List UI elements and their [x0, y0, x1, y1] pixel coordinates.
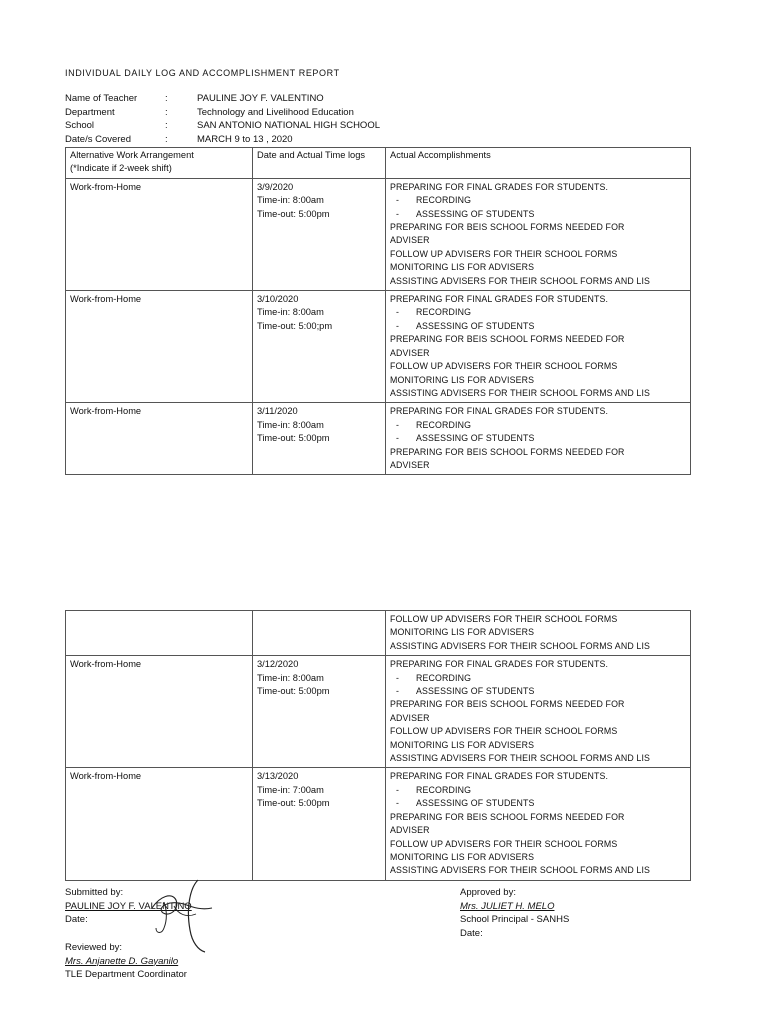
header-accomplishments: Actual Accomplishments — [386, 148, 691, 179]
accomplishment-line: MONITORING LIS FOR ADVISERS — [390, 739, 535, 750]
info-row — [65, 120, 380, 134]
date-text: 3/10/2020 — [257, 294, 299, 305]
accomplishment-subitem — [390, 784, 686, 797]
date-time-cell — [253, 178, 386, 290]
bullet-dash: - — [396, 686, 400, 697]
accomplishment-line: ASSISTING ADVISERS FOR THEIR SCHOOL FORMS AND LIS — [390, 640, 651, 651]
empty-cell — [253, 611, 386, 656]
date-text: 3/12/2020 — [257, 659, 299, 670]
time-out-text: Time-out: 5:00pm — [257, 208, 330, 219]
accomplishments-cell — [386, 403, 691, 475]
accomplishment-subitem-text: RECORDING — [416, 672, 472, 683]
info-label: Date/s Covered — [65, 133, 132, 145]
accomplishment-subitem-text: RECORDING — [416, 195, 472, 206]
accomplishment-line: MONITORING LIS FOR ADVISERS — [390, 262, 535, 273]
log-table-page1 — [65, 147, 691, 475]
accomplishment-line: ADVISER — [390, 235, 430, 246]
accomplishment-subitem — [390, 419, 686, 432]
arrangement-cell: Work-from-Home — [66, 656, 253, 768]
accomplishments-cell — [386, 178, 691, 290]
submitted-label: Submitted by: — [65, 887, 124, 898]
table-header-row — [66, 148, 691, 179]
submitted-date-label: Date: — [65, 914, 88, 926]
accomplishments-cell — [386, 768, 691, 880]
accomplishment-subitem-text: ASSESSING OF STUDENTS — [416, 798, 535, 809]
time-out-text: Time-out: 5:00pm — [257, 433, 330, 444]
info-colon: : — [165, 133, 168, 145]
arrangement-cell: Work-from-Home — [66, 403, 253, 475]
teacher-info — [65, 93, 380, 147]
arrangement-cell: Work-from-Home — [66, 768, 253, 880]
accomplishments-cell — [386, 656, 691, 768]
accomplishment-line: PREPARING FOR FINAL GRADES FOR STUDENTS. — [390, 406, 609, 417]
accomplishment-subitem — [390, 208, 686, 221]
accomplishment-subitem-text: ASSESSING OF STUDENTS — [416, 320, 535, 331]
log-table-page2 — [65, 610, 691, 881]
accomplishment-line: MONITORING LIS FOR ADVISERS — [390, 851, 535, 862]
accomplishment-line: ADVISER — [390, 347, 430, 358]
info-colon: : — [165, 106, 168, 118]
time-in-text: Time-in: 8:00am — [257, 419, 324, 430]
accomplishment-subitem-text: ASSESSING OF STUDENTS — [416, 208, 535, 219]
info-colon: : — [165, 93, 168, 104]
report-title: INDIVIDUAL DAILY LOG AND ACCOMPLISHMENT REPORT — [65, 68, 340, 78]
table-row — [66, 403, 691, 475]
accomplishment-subitem-text: ASSESSING OF STUDENTS — [416, 686, 535, 697]
header-arrangement — [66, 148, 253, 179]
table-row — [66, 768, 691, 880]
accomplishment-line: FOLLOW UP ADVISERS FOR THEIR SCHOOL FORMS — [390, 361, 618, 372]
date-time-cell — [253, 768, 386, 880]
arrangement-cell: Work-from-Home — [66, 291, 253, 403]
accomplishment-line: ASSISTING ADVISERS FOR THEIR SCHOOL FORMS AND LIS — [390, 387, 651, 398]
accomplishment-line: PREPARING FOR BEIS SCHOOL FORMS NEEDED FOR — [390, 334, 625, 345]
accomplishment-line: FOLLOW UP ADVISERS FOR THEIR SCHOOL FORMS — [390, 614, 618, 624]
time-in-text: Time-in: 8:00am — [257, 672, 324, 683]
header-arrangement-label: Alternative Work Arrangement — [70, 150, 194, 160]
accomplishment-line: PREPARING FOR BEIS SCHOOL FORMS NEEDED FOR — [390, 446, 625, 457]
date-text: 3/13/2020 — [257, 771, 299, 782]
info-label: Name of Teacher — [65, 93, 138, 104]
bullet-dash: - — [396, 784, 400, 795]
info-value: Technology and Livelihood Education — [197, 106, 354, 118]
accomplishment-subitem-text: ASSESSING OF STUDENTS — [416, 433, 535, 444]
accomplishment-line: PREPARING FOR FINAL GRADES FOR STUDENTS. — [390, 294, 609, 305]
accomplishment-line: PREPARING FOR FINAL GRADES FOR STUDENTS. — [390, 771, 609, 782]
accomplishment-subitem-text: RECORDING — [416, 419, 472, 430]
info-row — [65, 107, 380, 121]
time-out-text: Time-out: 5:00pm — [257, 798, 330, 809]
date-text: 3/11/2020 — [257, 406, 298, 417]
table-row — [66, 656, 691, 768]
info-row — [65, 93, 380, 107]
accomplishments-cell — [386, 291, 691, 403]
accomplishment-line: FOLLOW UP ADVISERS FOR THEIR SCHOOL FORMS — [390, 838, 618, 849]
accomplishment-subitem — [390, 320, 686, 333]
continuation-row — [66, 611, 691, 656]
approved-date-label: Date: — [460, 927, 483, 939]
accomplishment-subitem — [390, 194, 686, 207]
reviewed-title: TLE Department Coordinator — [65, 969, 187, 981]
bullet-dash: - — [396, 195, 400, 206]
bullet-dash: - — [396, 320, 400, 331]
approved-name: Mrs. JULIET H. MELO — [460, 900, 555, 912]
submitted-name: PAULINE JOY F. VALENTINO — [65, 900, 192, 912]
reviewed-block — [65, 941, 187, 982]
bullet-dash: - — [396, 208, 400, 219]
accomplishment-line: ADVISER — [390, 825, 430, 836]
accomplishment-subitem-text: RECORDING — [416, 784, 472, 795]
accomplishment-line: PREPARING FOR FINAL GRADES FOR STUDENTS. — [390, 181, 609, 192]
accomplishment-subitem — [390, 306, 686, 319]
accomplishment-line: MONITORING LIS FOR ADVISERS — [390, 627, 535, 638]
date-time-cell — [253, 403, 386, 475]
info-value: SAN ANTONIO NATIONAL HIGH SCHOOL — [197, 120, 380, 132]
accomplishment-line: ADVISER — [390, 712, 430, 723]
accomplishment-subitem — [390, 797, 686, 810]
approved-label: Approved by: — [460, 887, 516, 898]
time-in-text: Time-in: 7:00am — [257, 784, 324, 795]
date-time-cell — [253, 291, 386, 403]
info-label: School — [65, 120, 95, 132]
accomplishment-line: ADVISER — [390, 459, 430, 470]
reviewed-name: Mrs. Anjanette D. Gayanilo — [65, 955, 179, 967]
time-out-text: Time-out: 5:00;pm — [257, 320, 333, 331]
approved-block — [460, 886, 569, 940]
accomplishment-line: FOLLOW UP ADVISERS FOR THEIR SCHOOL FORMS — [390, 726, 618, 737]
empty-cell — [66, 611, 253, 656]
accomplishment-subitem — [390, 672, 686, 685]
info-colon: : — [165, 120, 168, 132]
accomplishment-line: PREPARING FOR BEIS SCHOOL FORMS NEEDED FOR — [390, 811, 625, 822]
bullet-dash: - — [396, 307, 400, 318]
info-row — [65, 134, 380, 148]
time-in-text: Time-in: 8:00am — [257, 307, 324, 318]
accomplishment-subitem — [390, 432, 686, 445]
info-value: PAULINE JOY F. VALENTINO — [197, 93, 324, 104]
accomplishment-line: ASSISTING ADVISERS FOR THEIR SCHOOL FORMS AND LIS — [390, 275, 651, 286]
info-label: Department — [65, 106, 115, 118]
arrangement-cell: Work-from-Home — [66, 178, 253, 290]
accomplishment-line: PREPARING FOR BEIS SCHOOL FORMS NEEDED FOR — [390, 699, 625, 710]
accomplishment-line: MONITORING LIS FOR ADVISERS — [390, 374, 535, 385]
time-out-text: Time-out: 5:00pm — [257, 686, 330, 697]
accomplishment-line: ASSISTING ADVISERS FOR THEIR SCHOOL FORMS AND LIS — [390, 753, 651, 764]
accomplishment-line: FOLLOW UP ADVISERS FOR THEIR SCHOOL FORMS — [390, 248, 618, 259]
bullet-dash: - — [396, 433, 400, 444]
table-row — [66, 178, 691, 290]
info-value: MARCH 9 to 13 , 2020 — [197, 133, 293, 145]
accomplishment-line: PREPARING FOR FINAL GRADES FOR STUDENTS. — [390, 659, 609, 670]
approved-title: School Principal - SANHS — [460, 914, 570, 926]
accomplishments-cell — [386, 611, 691, 656]
table-row — [66, 291, 691, 403]
date-time-cell — [253, 656, 386, 768]
accomplishment-line: ASSISTING ADVISERS FOR THEIR SCHOOL FORMS AND LIS — [390, 865, 651, 876]
reviewed-label: Reviewed by: — [65, 942, 123, 953]
date-text: 3/9/2020 — [257, 181, 294, 192]
header-arrangement-note: (*Indicate if 2-week shift) — [70, 163, 172, 174]
bullet-dash: - — [396, 672, 400, 683]
accomplishment-subitem — [390, 685, 686, 698]
time-in-text: Time-in: 8:00am — [257, 195, 324, 206]
bullet-dash: - — [396, 419, 400, 430]
accomplishment-subitem-text: RECORDING — [416, 307, 472, 318]
header-date-time: Date and Actual Time logs — [253, 148, 386, 179]
accomplishment-line: PREPARING FOR BEIS SCHOOL FORMS NEEDED FOR — [390, 222, 625, 233]
bullet-dash: - — [396, 798, 400, 809]
